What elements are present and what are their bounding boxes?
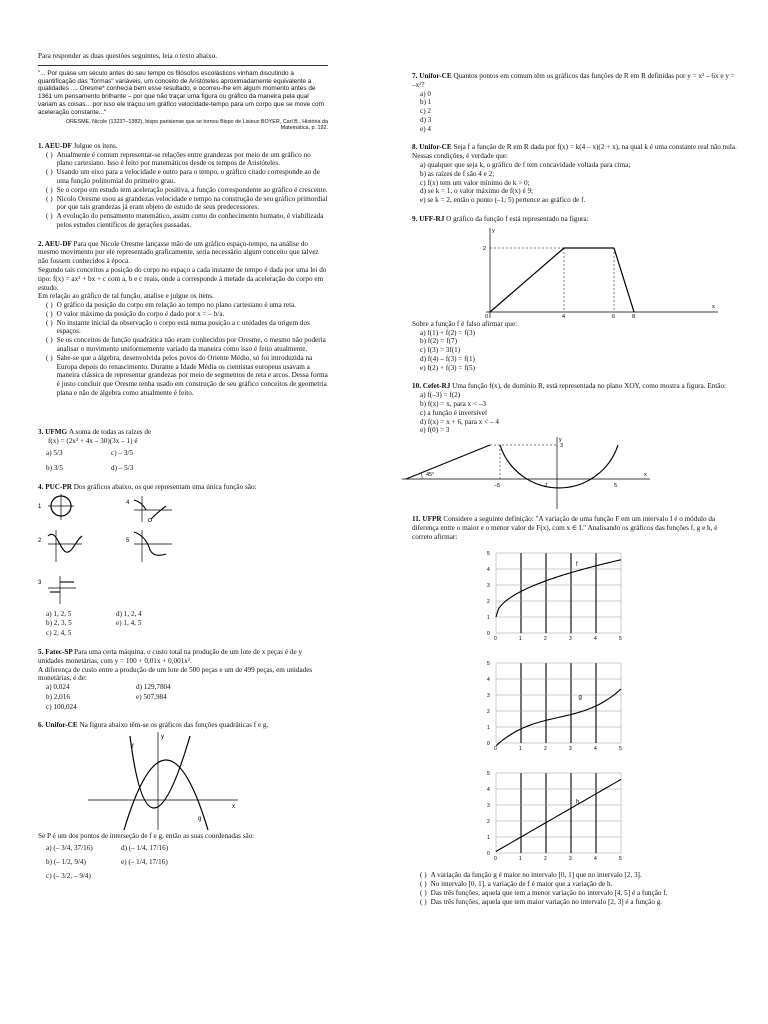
q11-graph-h bbox=[482, 761, 632, 867]
q11-curve-label: h bbox=[576, 800, 580, 807]
q7-option[interactable]: b) 1 bbox=[420, 98, 432, 107]
q4-graph-3 bbox=[38, 576, 76, 604]
y-tick-label: 0 bbox=[487, 631, 490, 638]
x-tick-label: 5 bbox=[619, 746, 622, 753]
q8-option[interactable]: b) as raízes de f são 4 e 2; bbox=[420, 169, 495, 178]
q11-curve-g bbox=[496, 689, 621, 746]
q10-tick: 3 bbox=[560, 443, 564, 450]
question-10 bbox=[412, 382, 737, 511]
q6-option[interactable]: b) (– 1/2, 9/4) bbox=[46, 857, 86, 866]
x-tick-label: 4 bbox=[594, 856, 597, 863]
q10-option[interactable]: c) a função é inversível bbox=[420, 408, 488, 417]
q3-option[interactable]: b) 3/5 bbox=[46, 464, 63, 473]
y-tick-label: 4 bbox=[487, 567, 490, 574]
q4-graph-1 bbox=[38, 494, 74, 520]
q6-axis-y: y bbox=[161, 734, 164, 741]
q2-paragraph: Em relação ao gráfico de tal função, analise e julgue os itens. bbox=[38, 292, 214, 301]
q10-option[interactable]: b) f(x) = x, para x < –3 bbox=[420, 399, 486, 408]
q11-graph-g bbox=[482, 651, 632, 757]
x-tick-label: 4 bbox=[594, 746, 597, 753]
q9-option[interactable]: d) f(4) – f(3) = f(1) bbox=[420, 354, 475, 363]
q1-item[interactable]: ( ) Nicolo Oresme usou as grandezas velocidade e tempo na construção de seu gráfico primordial por que tais grandezas já eram objeto de estudo de seus predecessores. bbox=[46, 194, 328, 212]
x-tick-label: 5 bbox=[619, 856, 622, 863]
q10-tick: –1 bbox=[542, 483, 549, 490]
quote-text: "... Por quase um século antes do seu tempo os filósofos escolásticos vinham discutindo a quantificação das "formas" variáveis, um conceito de Aristóteles aproximadamente equivalente a qualidades .... Oresme* conhecia bem esse resultado, e ocorreu-lhe em algum momento antes de 1361 um pensamento brilhante – por que não traçar uma figura ou gráfico da maneira pela qual variam as coisas... por isso ele traçou um gráfico velocidade-tempo para um corpo que se move com aceleração constante..." bbox=[38, 65, 328, 117]
question-2 bbox=[38, 240, 328, 398]
q9-tick: 0 bbox=[485, 313, 489, 320]
q6-parabolas-figure bbox=[38, 730, 238, 832]
q3-source: 3. UFMG bbox=[38, 427, 68, 436]
q7-source: 7. Unifor-CE bbox=[412, 72, 452, 80]
x-tick-label: 3 bbox=[569, 746, 572, 753]
q3-stem: A soma de todas as raízes de bbox=[68, 427, 152, 436]
q1-item[interactable]: ( ) A evolução do pensamento matemático, assim como do conhecimento humano, é viabilizada pelos estudos científicos de gerações passadas. bbox=[46, 212, 324, 229]
x-tick-label: 2 bbox=[544, 636, 547, 643]
q4-stem: Dos gráficos abaixo, os que representam uma única função são: bbox=[73, 482, 257, 491]
q9-tick: 4 bbox=[562, 313, 566, 320]
y-tick-label: 2 bbox=[487, 819, 490, 826]
q6-option[interactable]: a) (– 3/4, 37/16) bbox=[46, 844, 93, 852]
question-6 bbox=[38, 721, 328, 880]
q9-option[interactable]: b) f(2) = f(7) bbox=[420, 337, 457, 346]
q2-item[interactable]: ( ) No instante inicial da observação o corpo está numa posição a c unidades da origem dos espaços. bbox=[46, 318, 310, 336]
q8-option[interactable]: a) qualquer que seja k, o gráfico de f tem concavidade voltada para cima; bbox=[420, 161, 631, 170]
q4-graph-label: 3 bbox=[38, 579, 42, 586]
q4-graph-2 bbox=[38, 530, 82, 562]
x-tick-label: 0 bbox=[494, 636, 497, 643]
y-tick-label: 3 bbox=[487, 693, 490, 700]
q4-graph-label: 1 bbox=[38, 503, 42, 510]
q2-paragraph: Segundo tais conceitos a posição do corpo no espaço a cada instante de tempo é dada por uma lei do tipo: f(x) = ax² + bx + c com a, b e c reais, onde a corresponde à metade da aceleração do corpo em estudo. bbox=[38, 266, 327, 292]
q6-paragraph: Se P é um dos pontos de interseção de f e g, então as suas coordenadas são: bbox=[38, 832, 255, 841]
q9-axis-x: x bbox=[712, 303, 715, 310]
q1-item[interactable]: ( ) Atualmente é comum representar-se relações entre grandezas por meio de um gráfico no plano cartesiano. Isso é feito por matemáticos desde os tempos de Aristóteles. bbox=[46, 150, 311, 168]
q8-option[interactable]: e) se k = 2, então o ponto (–1; 5) pertence ao gráfico de f. bbox=[420, 196, 586, 205]
q4-option[interactable]: b) 2, 3, 5 bbox=[46, 619, 72, 628]
q10-axis-y: y bbox=[559, 437, 562, 444]
q9-source: 9. UFF-RJ bbox=[412, 214, 445, 223]
q11-curve-f bbox=[496, 560, 621, 617]
q2-item[interactable]: ( ) O gráfico da posição do corpo em relação ao tempo no plano cartesiano é uma reta. bbox=[46, 301, 297, 310]
q4-graph-label: 2 bbox=[38, 537, 42, 544]
q5-option[interactable]: e) 507,984 bbox=[136, 692, 167, 701]
q4-option[interactable]: e) 1, 4, 5 bbox=[116, 619, 142, 628]
q5-option[interactable]: c) 100,024 bbox=[46, 702, 77, 711]
q11-curve-h bbox=[496, 780, 621, 852]
q4-option[interactable]: a) 1, 2, 5 bbox=[46, 609, 72, 618]
q10-graph bbox=[402, 435, 652, 511]
q1-stem: Julgue os itens. bbox=[73, 141, 118, 150]
q5-option[interactable]: b) 2,016 bbox=[46, 692, 70, 701]
q9-axis-y: y bbox=[492, 227, 495, 234]
x-tick-label: 0 bbox=[494, 856, 497, 863]
q4-source: 4. PUC-PR bbox=[38, 482, 72, 491]
q6-option[interactable]: e) (– 1/4, 17/16) bbox=[121, 857, 168, 866]
q7-stem: Quantos pontos em comum têm os gráficos das funções de R em R definidas por y = x² – 6x e y = –x²? bbox=[412, 72, 735, 89]
q10-stem: Uma função f(x), de domínio R, está representada no plano XOY, como mostra a figura. Então: bbox=[452, 382, 727, 391]
q9-tick: 6 bbox=[612, 313, 616, 320]
x-tick-label: 2 bbox=[544, 746, 547, 753]
q7-option[interactable]: c) 2 bbox=[420, 107, 431, 116]
y-tick-label: 1 bbox=[487, 725, 490, 732]
q11-stem: Considere a seguinte definição: "A variação de uma função F em um intervalo I é o módulo da diferença entre o maior e o menor valor de F(x), com x ∈ I." Analisando os gráficos das funções f, g e h, é correto afirmar: bbox=[412, 515, 718, 541]
q6-label-f: f bbox=[132, 744, 134, 751]
q5-option[interactable]: a) 0,024 bbox=[46, 683, 70, 692]
q2-item[interactable]: ( ) O valor máximo da posição do corpo é dado por x = – b/a. bbox=[46, 309, 225, 318]
left-column bbox=[38, 52, 328, 880]
q6-axis-x: x bbox=[232, 804, 235, 811]
y-tick-label: 5 bbox=[487, 661, 490, 668]
q6-stem: Na figura abaixo têm-se os gráficos das funções quadráticas f e g. bbox=[79, 721, 269, 730]
y-tick-label: 2 bbox=[487, 709, 490, 716]
x-tick-label: 0 bbox=[494, 746, 497, 753]
y-tick-label: 0 bbox=[487, 851, 490, 858]
x-tick-label: 2 bbox=[544, 856, 547, 863]
q4-option[interactable]: c) 2, 4, 5 bbox=[46, 629, 72, 638]
q9-option[interactable]: a) f(1) + f(2) = f(3) bbox=[420, 328, 475, 337]
q10-option[interactable]: a) f(–3) = f(2) bbox=[420, 391, 461, 400]
q6-label-g: g bbox=[198, 816, 202, 823]
q6-option[interactable]: c) (– 3/2, – 9/4) bbox=[46, 871, 91, 880]
y-tick-label: 1 bbox=[487, 615, 490, 622]
q5-source: 5. Fatec-SP bbox=[38, 647, 73, 656]
q1-item[interactable]: ( ) Usando um eixo para a velocidade e outro para o tempo, o gráfico citado corresponde ao de uma função polinomial do primeiro grau. bbox=[46, 168, 320, 185]
y-tick-label: 4 bbox=[487, 677, 490, 684]
y-tick-label: 3 bbox=[487, 583, 490, 590]
q10-tick: 5 bbox=[614, 483, 618, 490]
y-tick-label: 0 bbox=[487, 741, 490, 748]
q5-option[interactable]: d) 129,7804 bbox=[136, 683, 171, 692]
q11-item[interactable]: ( ) Das três funções, aquela que tem a menor variação no intervalo [4, 5] é a função f. bbox=[420, 889, 668, 897]
q2-stem: Para que Nicole Oresme lançasse mão de um gráfico espaço-tempo, na análise do mesmo movimento por ele representado graficamente, seria necessário algum conceito que talvez não fossem conhecidos à época. bbox=[38, 239, 319, 266]
x-tick-label: 3 bbox=[569, 856, 572, 863]
q3-option[interactable]: d) – 5/3 bbox=[111, 464, 134, 473]
q6-option[interactable]: d) (– 1/4, 17/16) bbox=[121, 844, 169, 852]
x-tick-label: 1 bbox=[519, 636, 522, 643]
q9-option[interactable]: c) f(3) = 3f(1) bbox=[420, 346, 461, 355]
q4-graph-4 bbox=[126, 496, 172, 522]
quote-source: ORESME, Nicole (1323?–1382), bispo parisiense que se tornou Bispo de Lisieux BOYER, Carl B., História da Matemática, p. 192. bbox=[65, 118, 328, 132]
q5-paragraph: A diferença de custo entre a produção de um lote de 500 peças e um de 499 peças, em unidades monetárias, é de: bbox=[38, 665, 313, 683]
q7-option[interactable]: d) 3 bbox=[420, 115, 432, 124]
q8-option[interactable]: c) f(x) tem um valor mínimo de k > 0; bbox=[420, 178, 530, 187]
q11-item[interactable]: ( ) No intervalo [0, 1], a variação de f é maior que a variação de h. bbox=[420, 880, 613, 889]
q8-option[interactable]: d) se k = 1, o valor máximo de f(x) é 9; bbox=[420, 187, 534, 196]
y-tick-label: 1 bbox=[487, 835, 490, 842]
q3-option[interactable]: c) – 3/5 bbox=[111, 449, 133, 458]
q2-item[interactable]: ( ) Se os conceitos de função quadrática não eram conhecidos por Oresme, o mesmo não poderia analisar o movimento uniformemente variado da maneira como isso é feito atualmente. bbox=[46, 336, 326, 354]
q6-source: 6. Unifor-CE bbox=[38, 721, 78, 730]
q11-source: 11. UFPR bbox=[412, 515, 442, 524]
x-tick-label: 3 bbox=[569, 636, 572, 643]
q11-items bbox=[412, 871, 737, 906]
q11-item[interactable]: ( ) Das três funções, aquela que tem maior variação no intervalo [2, 3] é a função g. bbox=[420, 897, 663, 906]
q4-graphs-figure bbox=[38, 492, 218, 610]
y-tick-label: 3 bbox=[487, 803, 490, 810]
y-tick-label: 2 bbox=[487, 599, 490, 606]
q9-tick: 8 bbox=[632, 313, 636, 320]
q4-graph-5 bbox=[126, 530, 172, 562]
q5-stem: Para uma certa máquina, o custo total na produção de um lote de x peças é de y unidades monetárias, com y = 100 + 0,01x + 0,001x². bbox=[38, 647, 303, 665]
q7-option[interactable]: e) 4 bbox=[420, 124, 431, 133]
q1-item[interactable]: ( ) Se o corpo em estudo tem aceleração positiva, a função correspondente ao gráfico é crescente. bbox=[46, 185, 328, 194]
q9-tick: 2 bbox=[483, 245, 487, 252]
q4-graph-label: 5 bbox=[126, 537, 130, 544]
q10-axis-x: x bbox=[644, 472, 647, 479]
q8-source: 8. Unifor-CE bbox=[412, 143, 452, 152]
q4-option[interactable]: d) 1, 2, 4 bbox=[116, 609, 142, 618]
x-tick-label: 4 bbox=[594, 636, 597, 643]
x-tick-label: 5 bbox=[619, 636, 622, 643]
q9-option[interactable]: e) f(2) + f(3) = f(5) bbox=[420, 363, 475, 372]
q4-graph-label: 4 bbox=[126, 499, 130, 506]
q2-source: 2. AEU-DF bbox=[38, 239, 72, 248]
q10-option[interactable]: e) f(0) = 3 bbox=[420, 426, 450, 435]
y-tick-label: 5 bbox=[487, 771, 490, 778]
question-1 bbox=[38, 142, 328, 230]
q10-option[interactable]: d) f(x) = x + 6, para x < – 4 bbox=[420, 417, 500, 426]
q9-graph bbox=[482, 224, 722, 320]
question-9 bbox=[412, 215, 737, 372]
q11-curve-label: g bbox=[578, 694, 582, 701]
q8-stem: Seja f a função de R em R dada por f(x) = k(4 – x)(2 + x), na qual k é uma constante real não nula. Nessas condições, é verdade que: bbox=[412, 143, 737, 161]
question-3 bbox=[38, 428, 328, 473]
question-11 bbox=[412, 515, 737, 906]
y-tick-label: 4 bbox=[487, 787, 490, 794]
x-tick-label: 1 bbox=[519, 856, 522, 863]
q7-option[interactable]: a) 0 bbox=[420, 89, 431, 98]
x-tick-label: 1 bbox=[519, 746, 522, 753]
q3-option[interactable]: a) 5/3 bbox=[46, 449, 63, 458]
q3-expression: f(x) = (2x² + 4x – 30)(3x – 1) é bbox=[48, 436, 138, 445]
q11-item[interactable]: ( ) A variação da função g é maior no intervalo [0, 1] que no intervalo [2, 3]. bbox=[420, 871, 642, 880]
question-5 bbox=[38, 648, 328, 711]
q11-graphs bbox=[482, 541, 737, 867]
q9-stem: O gráfico da função f está representado na figura: bbox=[446, 214, 589, 223]
q9-paragraph: Sobre a função f é falso afirmar que: bbox=[412, 319, 518, 328]
q10-source: 10. Cefet-RJ bbox=[412, 382, 451, 391]
y-tick-label: 5 bbox=[487, 551, 490, 558]
question-4 bbox=[38, 483, 328, 638]
q2-item[interactable]: ( ) Sabe-se que a álgebra, desenvolvida pelos povos do Oriente Médio, só foi introduzida na Europa depois do renascimento. Durante a Idade Média os cientistas europeus usavam a maneira clássica de representar grandezas por meio de segmentos de reta e arcos. Dessa forma é justo concluir que Oresme tenha usado em construção de seu gráfico conceitos de geometria plana e não de álgebra como atualmente é feito. bbox=[46, 353, 328, 397]
question-7 bbox=[412, 72, 737, 133]
question-8 bbox=[412, 143, 737, 204]
q10-tick: –5 bbox=[494, 483, 501, 490]
right-column bbox=[412, 72, 737, 907]
q10-angle-label: 45° bbox=[426, 472, 435, 479]
q11-curve-label: f bbox=[576, 562, 578, 569]
intro-text: Para responder as duas questões seguintes, leia o texto abaixo. bbox=[38, 52, 218, 60]
q1-source: 1. AEU-DF bbox=[38, 141, 72, 150]
q11-graph-f bbox=[482, 541, 632, 647]
